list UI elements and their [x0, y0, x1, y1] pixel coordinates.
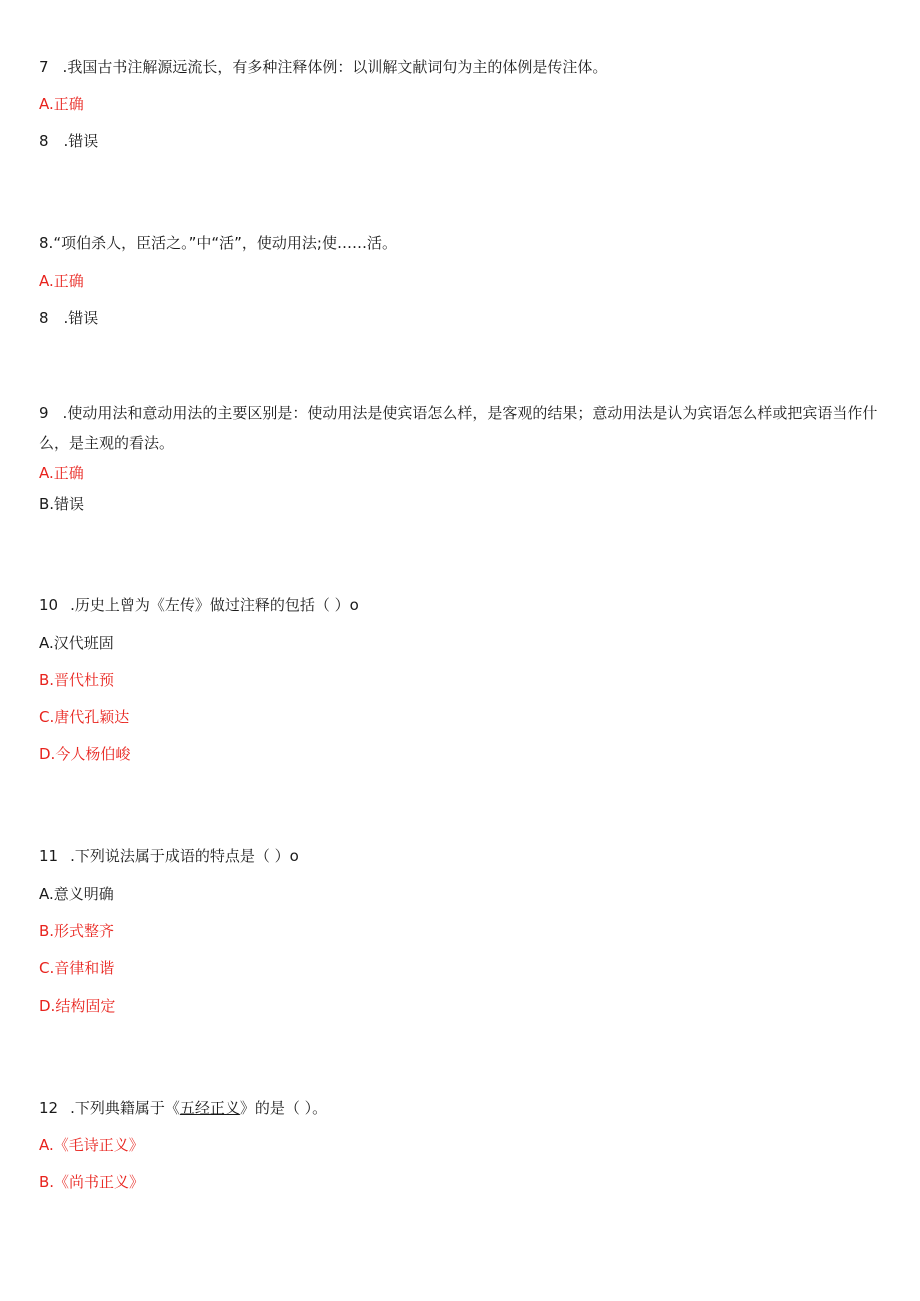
question-11	[39, 846, 299, 866]
question-number: 7	[39, 58, 49, 76]
question-text: “项伯杀人，臣活之。”中“活”，使动用法;使……活。	[53, 234, 397, 252]
question-number: 12	[39, 1099, 59, 1117]
option-10-c[interactable]: C.唐代孔颖达	[39, 708, 130, 726]
option-10-d[interactable]: D.今人杨伯峻	[39, 745, 131, 763]
question-text: .下列说法属于成语的特点是（ ）o	[70, 847, 299, 865]
question-text-after: 》的是（ ）。	[239, 1099, 328, 1117]
option-11-b[interactable]: B.形式整齐	[39, 922, 115, 940]
option-12-a[interactable]: A.《毛诗正义》	[39, 1136, 144, 1154]
option-7-b[interactable]: 8 .错误	[39, 132, 99, 150]
question-number: 11	[39, 847, 59, 865]
question-text-before: .下列典籍属于《	[70, 1099, 180, 1117]
question-number: 9	[39, 404, 49, 422]
question-text: .我国古书注解源远流长，有多种注释体例：以训解文献词句为主的体例是传注体。	[62, 58, 608, 76]
option-10-b[interactable]: B.晋代杜预	[39, 671, 115, 689]
option-11-c[interactable]: C.音律和谐	[39, 959, 115, 977]
option-10-a[interactable]: A.汉代班固	[39, 634, 114, 652]
question-7	[39, 57, 607, 77]
option-9-a[interactable]: A.正确	[39, 464, 84, 482]
question-12	[39, 1098, 327, 1118]
question-number: 10	[39, 596, 59, 614]
option-7-a[interactable]: A.正确	[39, 95, 84, 113]
option-9-b[interactable]: B.错误	[39, 495, 85, 513]
question-9	[39, 398, 879, 458]
question-10	[39, 595, 359, 615]
option-12-b[interactable]: B.《尚书正义》	[39, 1173, 145, 1191]
question-text: .历史上曾为《左传》做过注释的包括（ ）o	[70, 596, 359, 614]
question-8	[39, 233, 397, 253]
option-8-b[interactable]: 8 .错误	[39, 309, 99, 327]
option-11-d[interactable]: D.结构固定	[39, 997, 116, 1015]
option-8-a[interactable]: A.正确	[39, 272, 84, 290]
question-number: 8.	[39, 234, 54, 252]
question-text: .使动用法和意动用法的主要区别是：使动用法是使宾语怎么样，是客观的结果；意动用法是认为宾语怎么样或把宾语当作什么，是主观的看法。	[39, 404, 878, 452]
option-11-a[interactable]: A.意义明确	[39, 885, 114, 903]
question-text-underlined: 五经正义	[179, 1099, 240, 1117]
